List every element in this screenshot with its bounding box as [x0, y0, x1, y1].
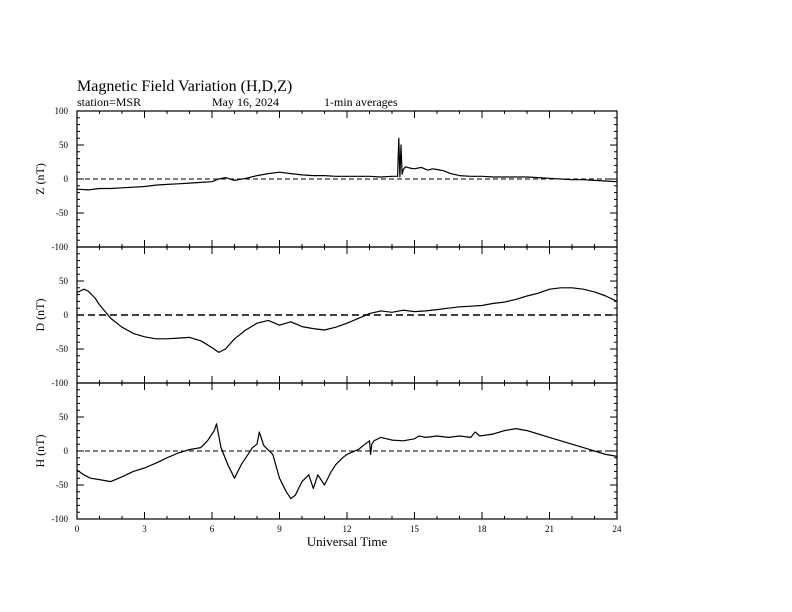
y-axis-label-d: D (nT)	[33, 298, 47, 332]
y-tick-label-d: 50	[59, 276, 68, 286]
y-tick-label-z: -50	[56, 208, 68, 218]
series-line-h	[77, 424, 617, 499]
x-axis-label: Universal Time	[306, 534, 388, 549]
y-tick-label-h: -50	[56, 480, 68, 490]
x-tick-label: 24	[612, 524, 622, 534]
station-label: station=MSR	[77, 95, 142, 109]
y-tick-label-z: 50	[59, 140, 68, 150]
y-tick-label-h: 0	[63, 446, 68, 456]
y-tick-label-d: -50	[56, 344, 68, 354]
series-line-d	[77, 288, 617, 353]
y-axis-label-h: H (nT)	[33, 434, 47, 468]
date-label: May 16, 2024	[212, 95, 279, 109]
x-tick-label: 12	[342, 524, 352, 534]
x-tick-label: 6	[209, 524, 215, 534]
averaging-label: 1-min averages	[324, 95, 398, 109]
y-axis-label-z: Z (nT)	[33, 163, 47, 195]
y-tick-label-z: 0	[63, 174, 68, 184]
y-tick-label-d: -100	[51, 378, 68, 388]
y-tick-label-d: 0	[63, 310, 68, 320]
chart-title: Magnetic Field Variation (H,D,Z)	[77, 78, 293, 95]
y-tick-label-h: -100	[51, 514, 68, 524]
series-line-z	[77, 138, 617, 190]
x-tick-label: 3	[142, 524, 147, 534]
x-tick-label: 0	[74, 524, 80, 534]
y-tick-label-h: 50	[59, 412, 68, 422]
y-tick-label-z: -100	[51, 242, 68, 252]
x-tick-label: 15	[410, 524, 419, 534]
x-tick-label: 18	[477, 524, 487, 534]
y-tick-label-z: 100	[54, 106, 68, 116]
x-tick-label: 21	[545, 524, 554, 534]
x-tick-label: 9	[277, 524, 282, 534]
